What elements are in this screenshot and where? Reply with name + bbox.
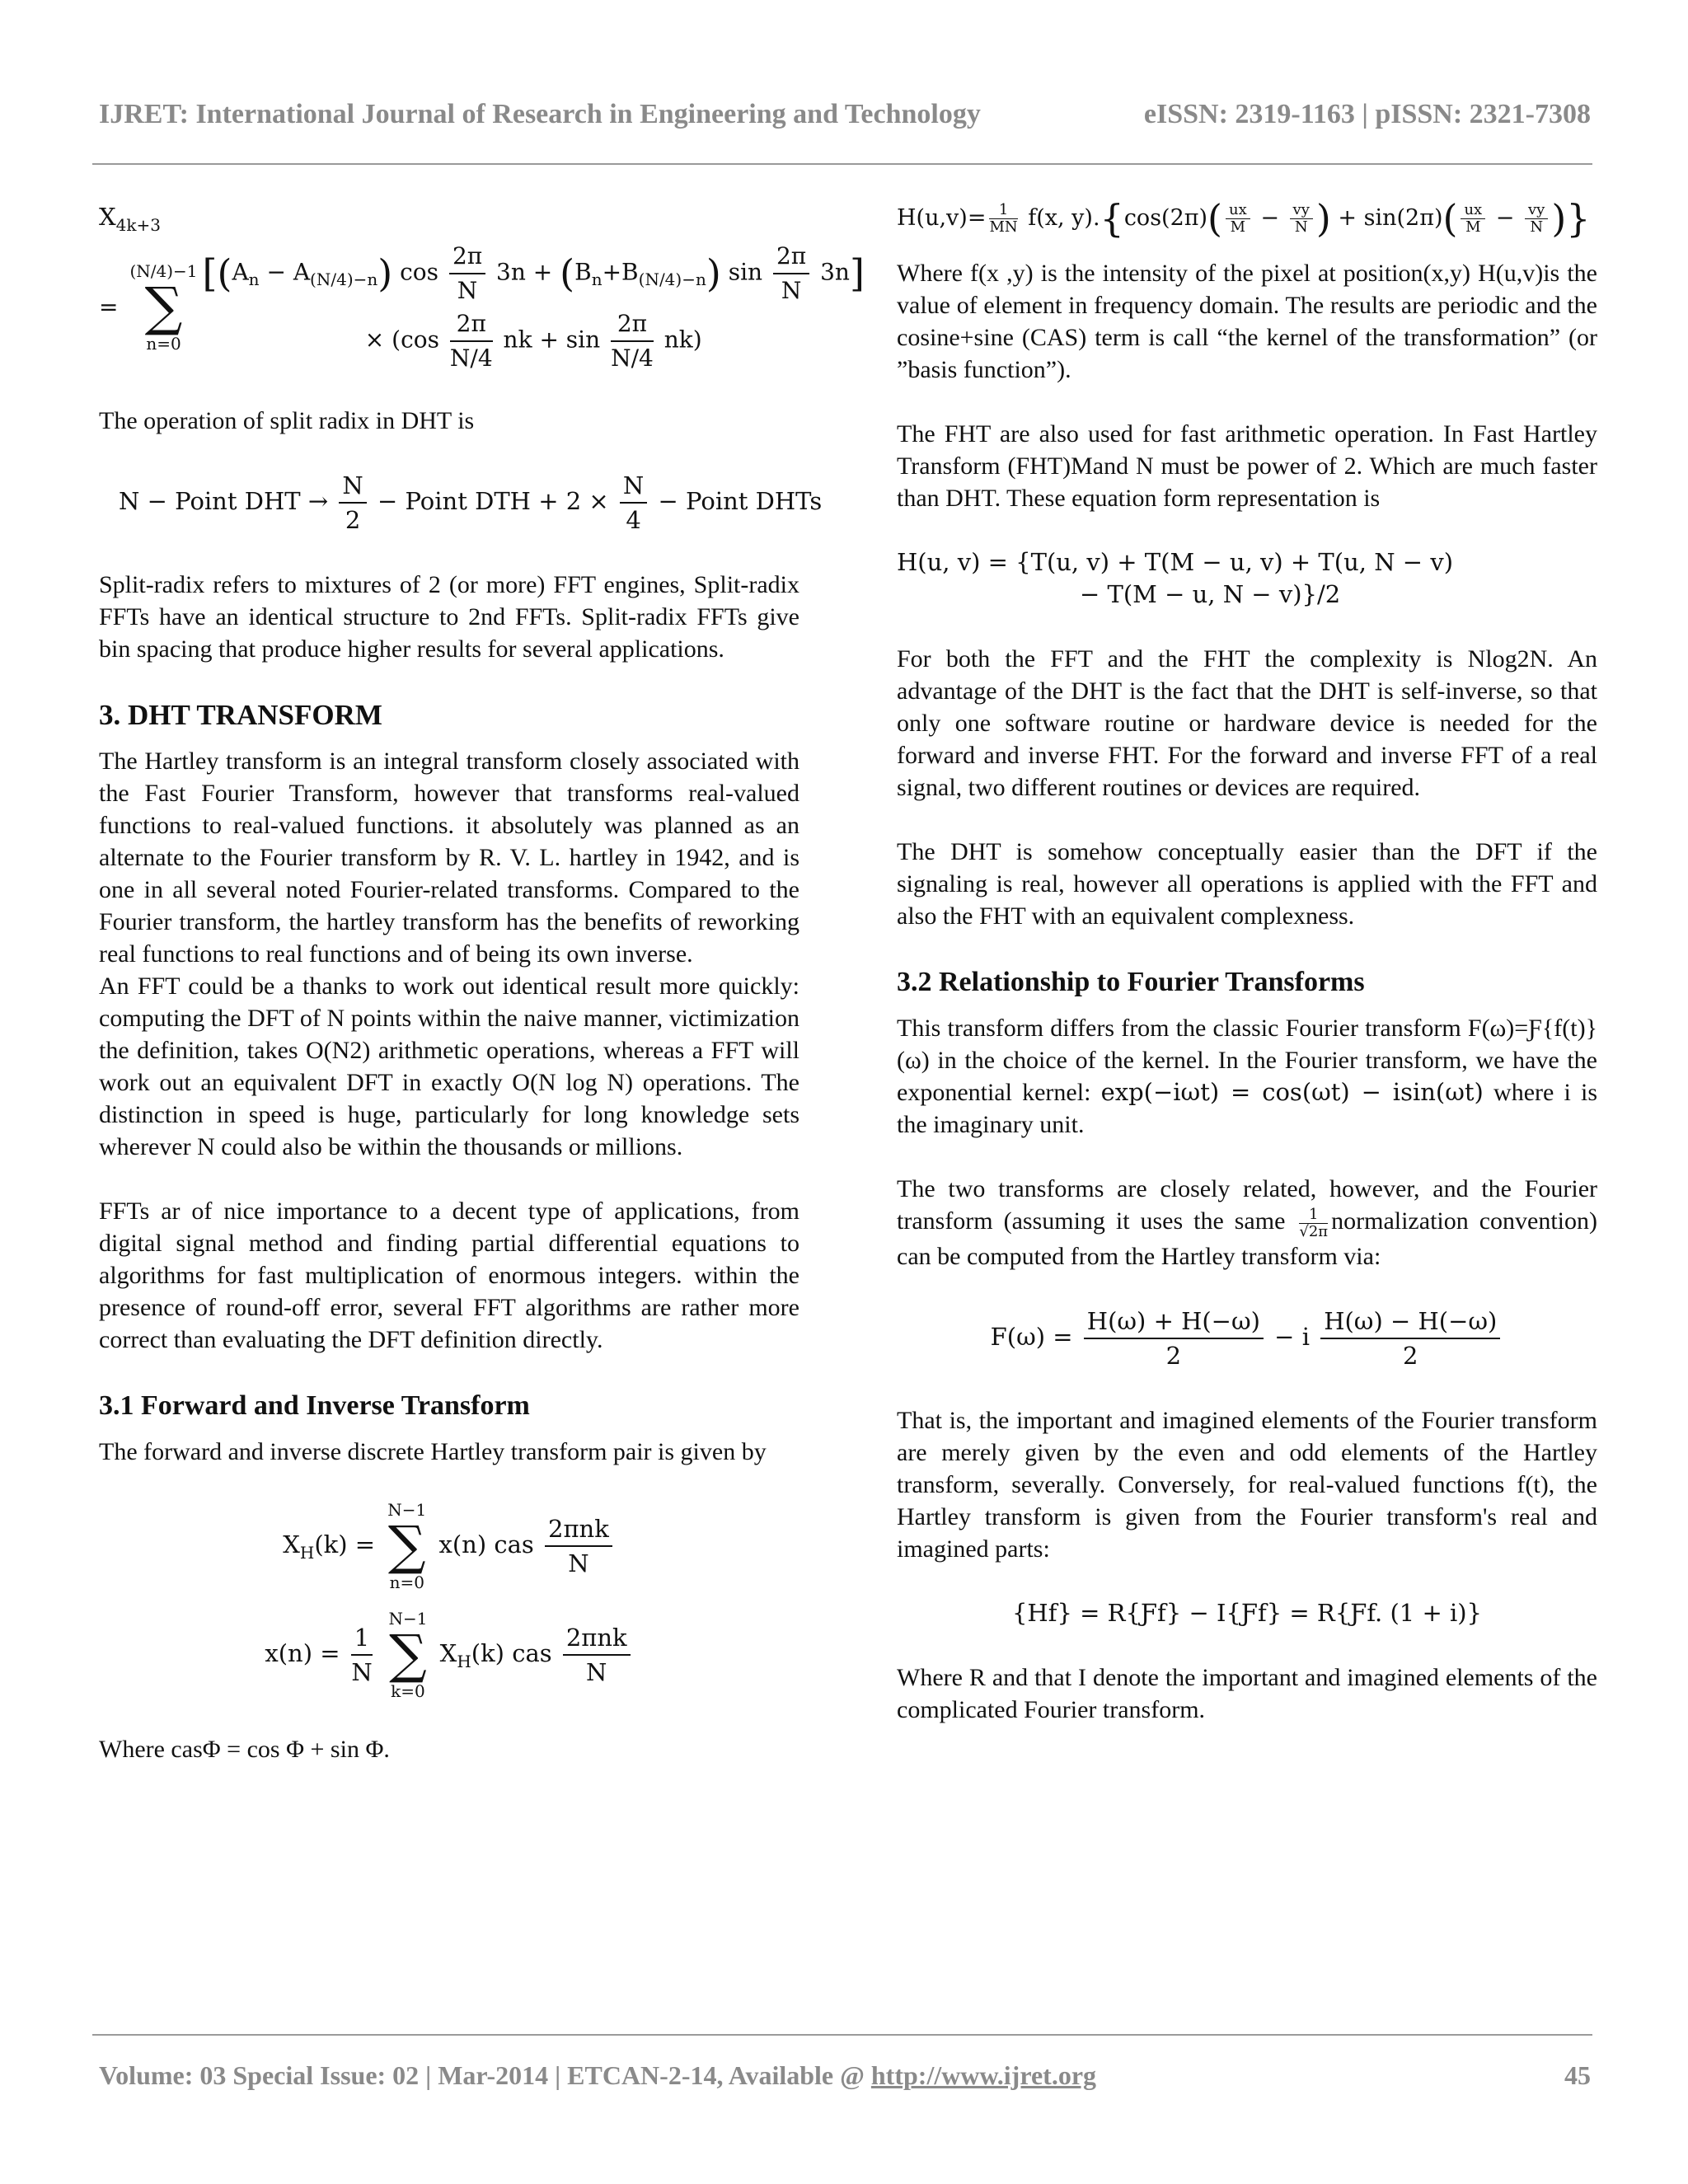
equation-x4k3: $X_{4k+3}$ = (N/4)−1 ∑ n=0 [$(A_n - A_{(N/4)-n})$ cos $\frac{2\pi}{N}$ $3n + (B_n+B_{(N/4)-n})$ sin $\frac{2\pi}{N}$ 3n] × (cos $\frac{2\pi}{N/4}$ nk + sin $\frac{2\pi}{N/4}$ nk) (99, 203, 865, 372)
issn-info: eISSN: 2319-1163 | pISSN: 2321-7308 (1143, 99, 1591, 129)
section-3-paragraph-3: FFTs ar of nice importance to a decent type of applications, from digital signal method and finding partial differential equations to algorithms for fast multiplication of enormous integers. within the presence of round-off error, several FFT algorithms are rather more correct than evaluating the DFT definition directly. (99, 1197, 799, 1353)
huv-explanation: Where f(x ,y) is the intensity of the pixel at position(x,y) H(u,v)is the value of element in frequency domain. The results are periodic and the cosine+sine (CAS) term is call “the kernel of the transformation” (or ”basis function”). (897, 260, 1597, 383)
left-column (99, 202, 865, 1797)
cas-definition: Where casΦ = cos Φ + sin Φ. (99, 1735, 390, 1763)
section-3-paragraph-2: An FFT could be a thanks to work out identical result more quickly: computing the DFT of N points within the naive manner, victimization the definition, takes O(N2) arithmetic operations, whereas a FFT will work out an equivalent DFT in exactly O(N log N) operations. The distinction in speed is huge, particularly for long knowledge sets wherever N could also be within the thousands or millions. (99, 972, 799, 1160)
section-3-1-heading: 3.1 Forward and Inverse Transform (99, 1390, 530, 1421)
hartley-from-fourier-equation: {Hf} = R{Ƒf} − I{Ƒf} = R{Ƒf. (1 + i)} (1011, 1598, 1483, 1627)
section-3-2-heading: 3.2 Relationship to Fourier Transforms (897, 967, 1365, 997)
split-radix-paragraph: Split-radix refers to mixtures of 2 (or more) FFT engines, Split-radix FFTs have an identical structure to 2nd FFTs. Split-radix FFTs give bin spacing that produce higher results for several applications. (99, 570, 799, 663)
fourier-from-hartley-equation: F(ω) = $\frac{H(\omega) + H(-\omega)}{2}$ − i $\frac{H(\omega) - H(-\omega)}{2}$ (897, 1305, 1597, 1372)
section-3-2-paragraph-1: This transform differs from the classic Fourier transform F(ω)=Ƒ{f(t)}(ω) in the choice of the kernel. In the Fourier transform, we have the exponential kernel: exp(−iωt) = cos(ωt) − isin(ωt) where i is the imaginary unit. (897, 1015, 1597, 1138)
split-radix-equation: N − Point DHT → $\frac{N}{2}$ − Point DTH + 2 × $\frac{N}{4}$ − Point DHTs (99, 469, 799, 537)
page-number: 45 (1564, 2060, 1591, 2090)
section-3-heading: 3. DHT TRANSFORM (99, 698, 382, 731)
huv-2d-equation: H(u,v)= $\frac{1}{MN}$ f(x, y).{cos(2π)( $\frac{ux}{M}$ − $\frac{vy}{N}$ ) + sin(2π)( $\frac{ux}{M}$ − $\frac{vy}{N}$ )} (897, 196, 1591, 241)
section-3-paragraph-1: The Hartley transform is an integral transform closely associated with the Fast Fourier Transform, however that transforms real-valued functions to real-valued functions. it absolutely was planned as an alternate to the Fourier transform by R. V. L. hartley in 1942, and is one in all several noted Fourier-related transforms. Compared to the Fourier transform, the hartley transform has the benefits of reworking real functions to real functions and of being its own inverse. (99, 747, 799, 968)
fht-paragraph: The FHT are also used for fast arithmetic operation. In Fast Hartley Transform (FHT)Mand N must be power of 2. Which are much faster than DHT. These equation form representation is (897, 420, 1597, 512)
where-r-paragraph: Where R and that I denote the important and imagined elements of the complicated Fourier transform. (897, 1663, 1597, 1723)
huv-fht-equation: H(u, v) = {T(u, v) + T(M − u, v) + T(u, N − v) − T(M − u, N − v)}/2 (897, 548, 1454, 608)
inverse-dht-equation: x(n) = $\frac{1}{N}$ N−1 ∑ k=0 $X_H(k)$ cas $\frac{\text{2πnk}}{N}$ (99, 1609, 799, 1701)
complexity-paragraph: For both the FFT and the FHT the complexity is Nlog2N. An advantage of the DHT is the fact that the DHT is self-inverse, so that only one software routine or hardware device is needed for the forward and inverse FHT. For the forward and inverse FFT of a real signal, two different routines or devices are required. (897, 645, 1597, 801)
right-column (897, 196, 1597, 1758)
header-rule (92, 163, 1592, 165)
forward-dht-equation: $X_H(k)$ = N−1 ∑ n=0 x(n) cas $\frac{\text{2πnk}}{N}$ (99, 1500, 799, 1592)
footer-rule (92, 2034, 1592, 2036)
dht-easier-paragraph: The DHT is somehow conceptually easier than the DFT if the signaling is real, however all operations is applied with the FFT and also the FHT with an equivalent complexness. (897, 838, 1597, 930)
footer-text: Volume: 03 Special Issue: 02 | Mar-2014 | ETCAN-2-14, Available @ (99, 2060, 871, 2090)
split-radix-intro: The operation of split radix in DHT is (99, 406, 475, 434)
journal-title: IJRET: International Journal of Research in Engineering and Technology (99, 99, 981, 129)
section-3-1-paragraph: The forward and inverse discrete Hartley transform pair is given by (99, 1437, 767, 1465)
section-3-2-paragraph-2: The two transforms are closely related, however, and the Fourier transform (assuming it uses the same $\frac{1}{√2\pi}$ normalization convention) can be computed from the Hartley transform via: (897, 1175, 1597, 1270)
journal-link[interactable]: http://www.ijret.org (870, 2060, 1097, 2090)
that-is-paragraph: That is, the important and imagined elements of the Fourier transform are merely given by the even and odd elements of the Hartley transform, severally. Conversely, for real-valued functions f(t), the Hartley transform is given from the Fourier transform's real and imagined parts: (897, 1406, 1597, 1563)
